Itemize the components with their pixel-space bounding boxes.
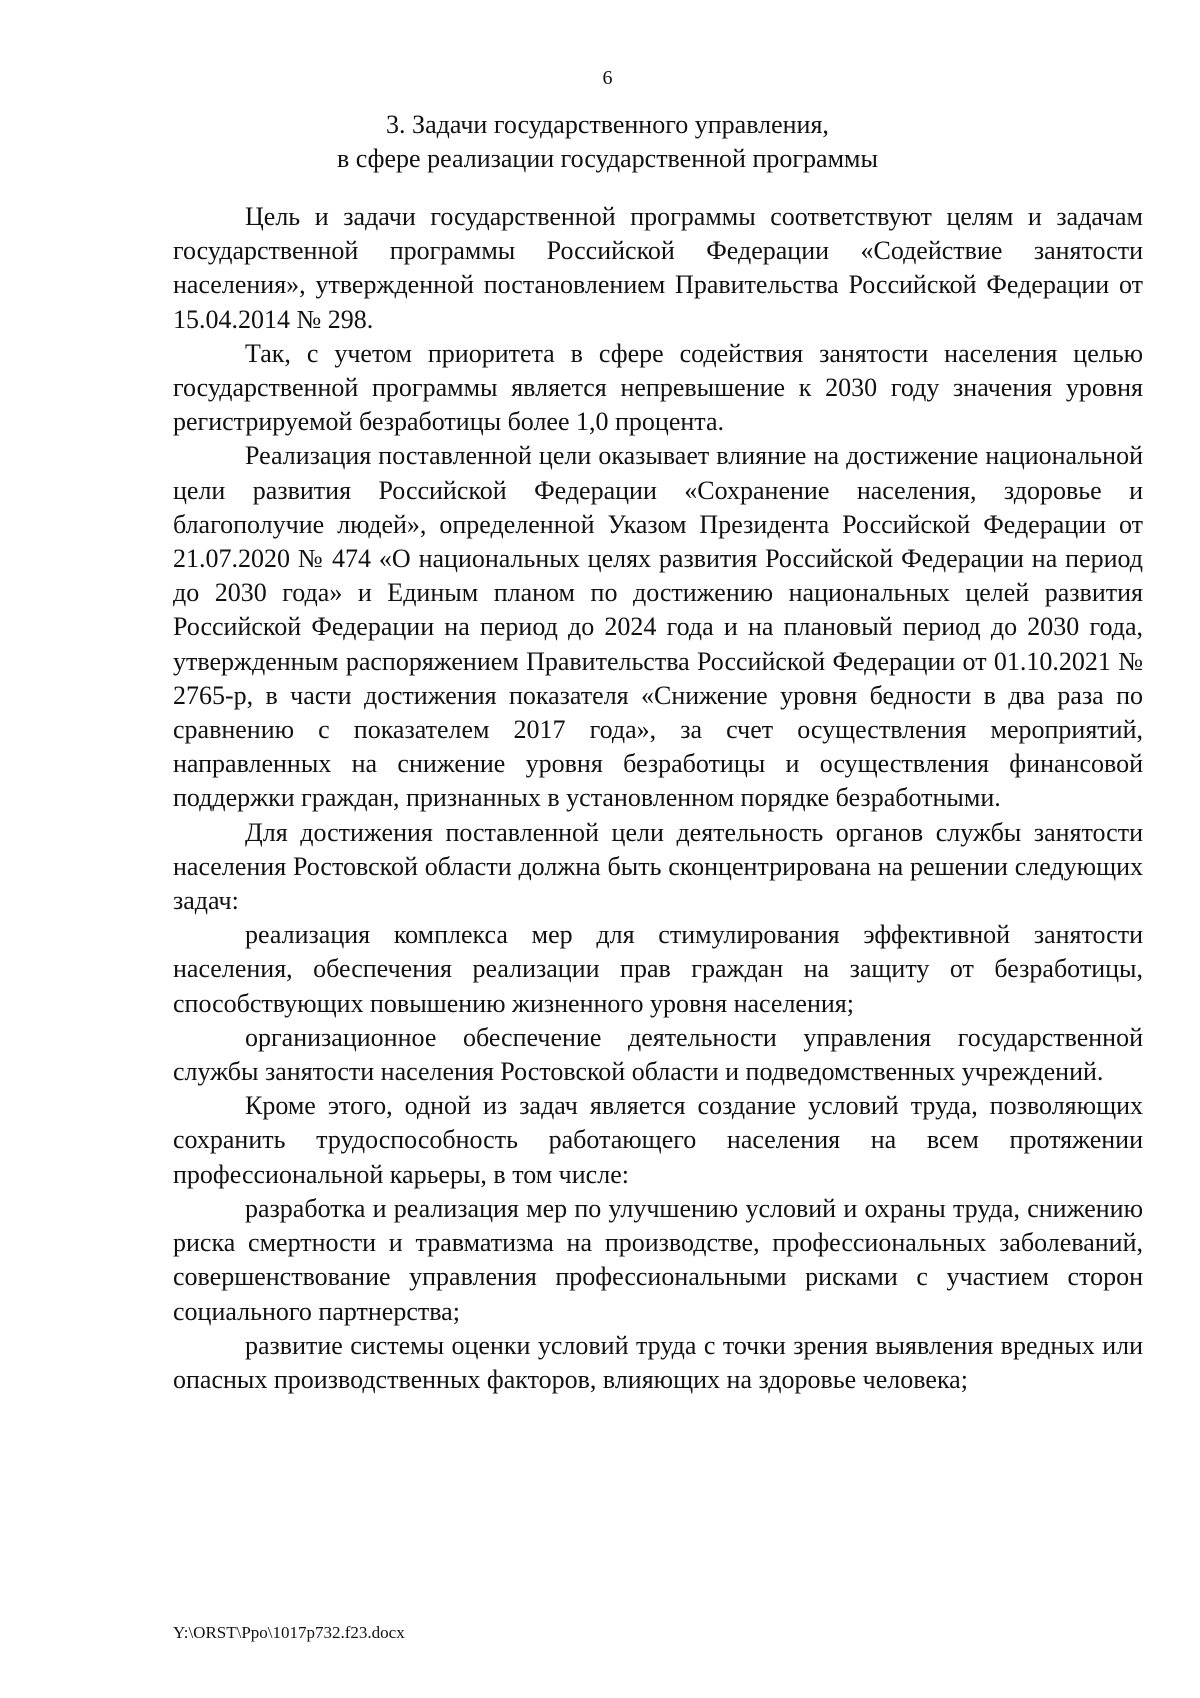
footer-file-path: Y:\ORST\Ppo\1017p732.f23.docx <box>173 1623 405 1642</box>
document-body <box>173 200 1143 1397</box>
section-title-line-2: в сфере реализации государственной программы <box>337 144 878 173</box>
paragraph-tasks-intro: Для достижения поставленной цели деятельность органов службы занятости населения Ростовской области должна быть сконцентрирована на решении следующих задач: <box>173 817 1143 916</box>
paragraph-labor-safety: разработка и реализация мер по улучшению условий и охраны труда, снижению риска смертности и травматизма на производстве, профессиональных заболеваний, совершенствование управления профессиональными рисками с участием сторон социального партнерства; <box>173 1193 1143 1326</box>
page-number: 6 <box>602 67 613 89</box>
paragraph-task-organization: организационное обеспечение деятельности управления государственной службы занятости населения Ростовской области и подведомственных учреждений. <box>173 1022 1143 1087</box>
paragraph-task-employment: реализация комплекса мер для стимулирования эффективной занятости населения, обеспечения реализации прав граждан на защиту от безработицы, способствующих повышению жизненного уровня населения; <box>173 920 1143 1018</box>
paragraph-program-target: Так, с учетом приоритета в сфере содействия занятости населения целью государственной программы является непревышение к 2030 году значения уровня регистрируемой безработицы более 1,0 процента. <box>173 338 1143 437</box>
section-title <box>0 108 1200 176</box>
paragraph-goal-alignment: Цель и задачи государственной программы соответствуют целям и задачам государственной программы Российской Федерации «Содействие занятости населения», утвержденной постановлением Правительства Российской Федерации от 15.04.2014 № 298. <box>173 202 1143 334</box>
paragraph-national-goal: Реализация поставленной цели оказывает влияние на достижение национальной цели развития Российской Федерации «Сохранение населения, здоровье и благополучие людей», определенной Указом Президента Российской Федерации от 21.07.2020 № 474 «О национальных целях развития Российской Федерации на период до 2030 года» и Единым планом по достижению национальных целей развития Российской Федерации на период до 2024 года и на плановый период до 2030 года, утвержденным распоряжением Правительства Российской Федерации от 01.10.2021 № 2765-р, в части достижения показателя «Снижение уровня бедности в два раза по сравнению с показателем 2017 года», за счет осуществления мероприятий, направленных на снижение уровня безработицы и осуществления финансовой поддержки граждан, признанных в установленном порядке безработными. <box>173 441 1143 813</box>
section-title-line-1: 3. Задачи государственного управления, <box>386 110 829 139</box>
paragraph-working-conditions: Кроме этого, одной из задач является создание условий труда, позволяющих сохранить трудоспособность работающего населения на всем протяжении профессиональной карьеры, в том числе: <box>173 1091 1143 1189</box>
paragraph-assessment-system: развитие системы оценки условий труда с точки зрения выявления вредных или опасных производственных факторов, влияющих на здоровье человека; <box>173 1330 1143 1394</box>
